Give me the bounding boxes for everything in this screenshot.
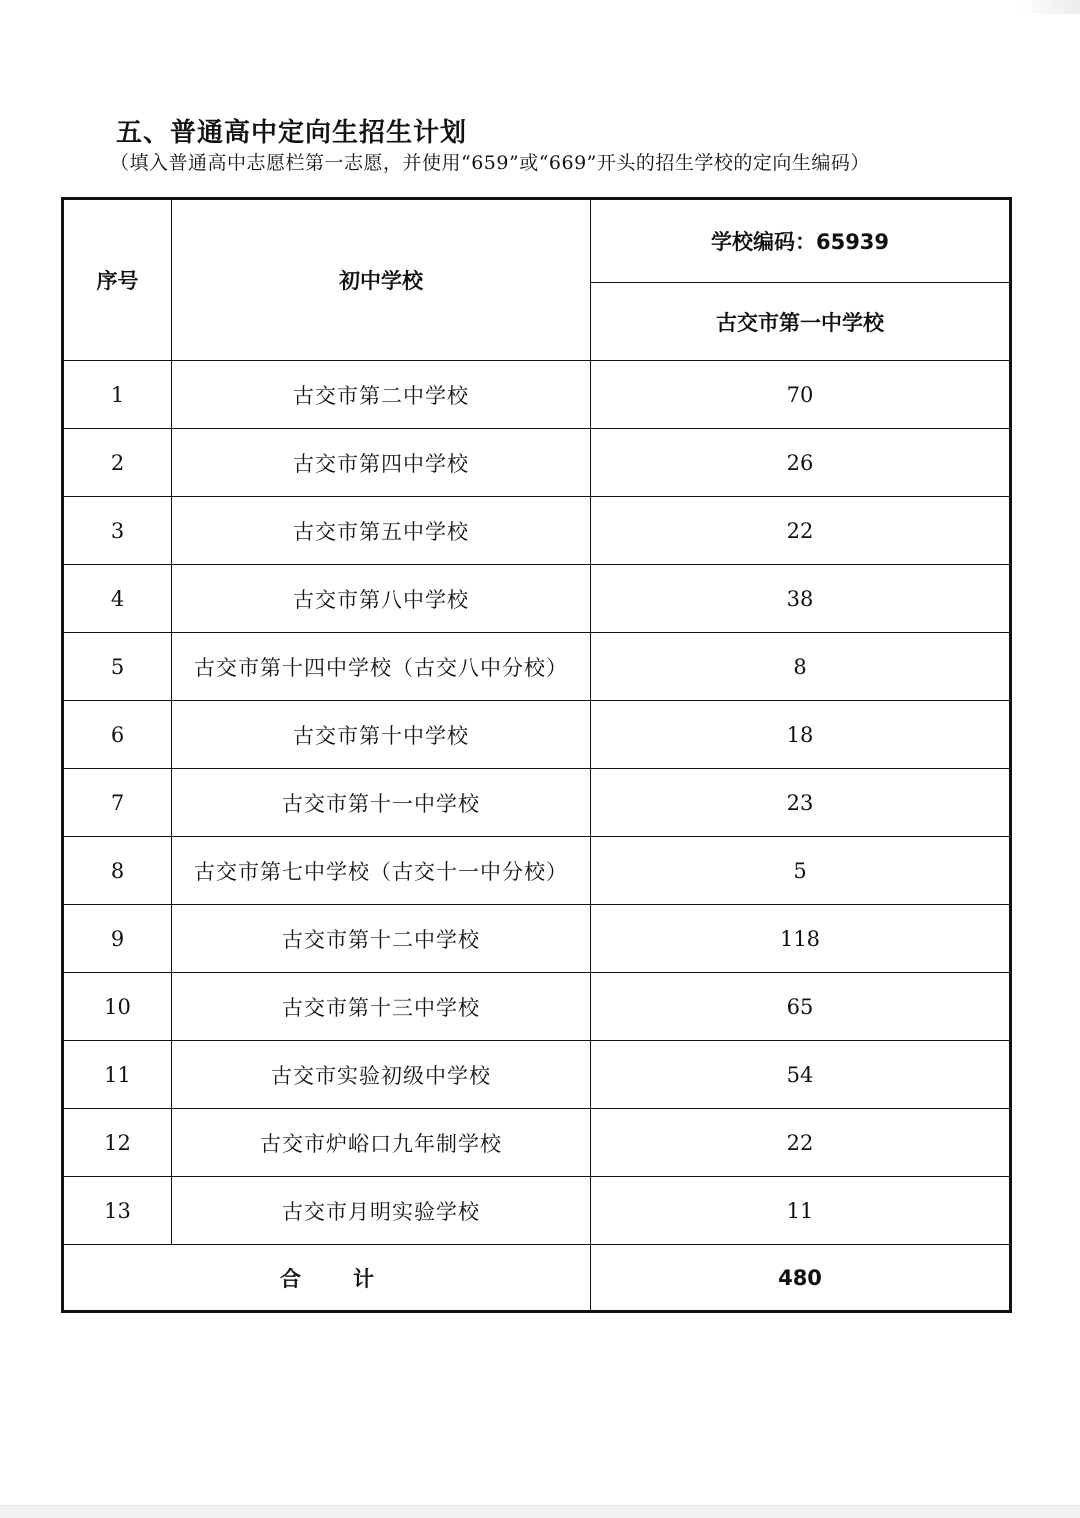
row-value: 22 (591, 497, 1011, 565)
row-value: 38 (591, 565, 1011, 633)
row-school: 古交市第十二中学校 (172, 905, 591, 973)
total-label-part2: 计 (353, 1266, 374, 1291)
row-index: 3 (63, 497, 172, 565)
row-school: 古交市第八中学校 (172, 565, 591, 633)
row-index: 4 (63, 565, 172, 633)
header-school: 初中学校 (172, 199, 591, 361)
row-value: 11 (591, 1177, 1011, 1245)
row-school: 古交市实验初级中学校 (172, 1041, 591, 1109)
row-index: 1 (63, 361, 172, 429)
table-header-row (63, 199, 1011, 283)
row-value: 18 (591, 701, 1011, 769)
table-row (63, 565, 1011, 633)
header-school-code: 学校编码：65939 (591, 199, 1011, 283)
row-school: 古交市第十中学校 (172, 701, 591, 769)
row-value: 70 (591, 361, 1011, 429)
row-value: 23 (591, 769, 1011, 837)
row-index: 7 (63, 769, 172, 837)
row-value: 118 (591, 905, 1011, 973)
page-corner-shadow (1020, 0, 1080, 14)
row-school: 古交市第十一中学校 (172, 769, 591, 837)
table-row (63, 905, 1011, 973)
row-index: 11 (63, 1041, 172, 1109)
table-row (63, 1109, 1011, 1177)
section-subtitle: （填入普通高中志愿栏第一志愿，并使用“659”或“669”开头的招生学校的定向生编码） (110, 152, 870, 174)
row-school: 古交市第四中学校 (172, 429, 591, 497)
row-school: 古交市第十三中学校 (172, 973, 591, 1041)
row-index: 13 (63, 1177, 172, 1245)
table-row (63, 701, 1011, 769)
table-row (63, 1041, 1011, 1109)
row-value: 8 (591, 633, 1011, 701)
row-index: 12 (63, 1109, 172, 1177)
total-label (63, 1245, 591, 1312)
row-value: 26 (591, 429, 1011, 497)
table-row (63, 973, 1011, 1041)
table-row (63, 497, 1011, 565)
table-row (63, 429, 1011, 497)
row-index: 5 (63, 633, 172, 701)
row-index: 2 (63, 429, 172, 497)
row-index: 8 (63, 837, 172, 905)
row-index: 9 (63, 905, 172, 973)
table-row (63, 1177, 1011, 1245)
table-total-row (63, 1245, 1011, 1312)
row-school: 古交市炉峪口九年制学校 (172, 1109, 591, 1177)
page-bottom-edge (0, 1505, 1080, 1518)
total-value: 480 (591, 1245, 1011, 1312)
row-school: 古交市第七中学校（古交十一中分校） (172, 837, 591, 905)
row-school: 古交市第十四中学校（古交八中分校） (172, 633, 591, 701)
row-school: 古交市月明实验学校 (172, 1177, 591, 1245)
row-value: 22 (591, 1109, 1011, 1177)
row-index: 6 (63, 701, 172, 769)
header-index: 序号 (63, 199, 172, 361)
table-row (63, 361, 1011, 429)
enrollment-plan-table (61, 197, 1012, 1313)
row-school: 古交市第二中学校 (172, 361, 591, 429)
row-value: 5 (591, 837, 1011, 905)
row-value: 65 (591, 973, 1011, 1041)
table-row (63, 837, 1011, 905)
row-school: 古交市第五中学校 (172, 497, 591, 565)
table-row (63, 633, 1011, 701)
table-row (63, 769, 1011, 837)
total-label-part1: 合 (280, 1266, 301, 1291)
row-value: 54 (591, 1041, 1011, 1109)
row-index: 10 (63, 973, 172, 1041)
header-target-school: 古交市第一中学校 (591, 283, 1011, 361)
section-title: 五、普通高中定向生招生计划 (116, 118, 468, 148)
